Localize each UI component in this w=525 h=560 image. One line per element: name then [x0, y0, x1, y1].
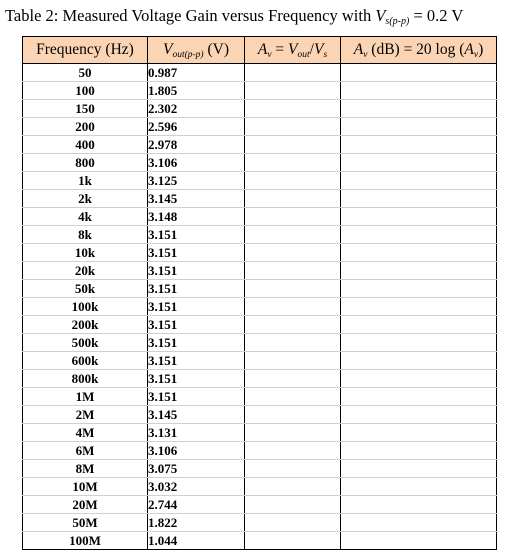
vout-cell: 3.032 — [148, 478, 245, 496]
av-cell — [245, 406, 341, 424]
frequency-cell: 200k — [23, 316, 148, 334]
vout-cell: 3.151 — [148, 226, 245, 244]
vout-cell: 3.151 — [148, 280, 245, 298]
vout-cell: 3.075 — [148, 460, 245, 478]
av-cell — [245, 100, 341, 118]
table-row — [23, 118, 497, 136]
caption-var: V — [375, 6, 386, 25]
caption-var-sub: s(p-p) — [385, 16, 410, 27]
header-av-v1-sub: out — [297, 50, 310, 60]
caption-prefix: Table 2: Measured Voltage Gain versus Frequency with — [5, 6, 376, 25]
av-db-cell — [341, 424, 497, 442]
frequency-cell: 50 — [23, 64, 148, 82]
frequency-cell: 10k — [23, 244, 148, 262]
frequency-cell: 600k — [23, 352, 148, 370]
av-db-cell — [341, 388, 497, 406]
vout-cell: 1.822 — [148, 514, 245, 532]
av-cell — [245, 226, 341, 244]
table-row — [23, 136, 497, 154]
av-db-cell — [341, 208, 497, 226]
header-avdb-sub2: v — [473, 50, 479, 60]
table-row — [23, 172, 497, 190]
frequency-cell: 100M — [23, 532, 148, 550]
av-cell — [245, 154, 341, 172]
header-av-v2-sub: s — [323, 50, 328, 60]
av-db-cell — [341, 334, 497, 352]
av-cell — [245, 370, 341, 388]
av-cell — [245, 208, 341, 226]
table-row — [23, 514, 497, 532]
av-cell — [245, 298, 341, 316]
av-db-cell — [341, 478, 497, 496]
av-db-cell — [341, 82, 497, 100]
frequency-cell: 1k — [23, 172, 148, 190]
av-cell — [245, 514, 341, 532]
frequency-cell: 4k — [23, 208, 148, 226]
frequency-cell: 500k — [23, 334, 148, 352]
frequency-cell: 800k — [23, 370, 148, 388]
vout-cell: 2.302 — [148, 100, 245, 118]
header-frequency-label: Frequency (Hz) — [36, 41, 134, 58]
header-avdb-sub: v — [363, 50, 368, 60]
frequency-cell: 400 — [23, 136, 148, 154]
av-db-cell — [341, 244, 497, 262]
av-db-cell — [341, 280, 497, 298]
vout-cell: 3.151 — [148, 262, 245, 280]
av-cell — [245, 532, 341, 550]
vout-cell: 3.151 — [148, 334, 245, 352]
av-db-cell — [341, 64, 497, 82]
vout-cell: 3.151 — [148, 244, 245, 262]
av-cell — [245, 478, 341, 496]
vout-cell: 1.044 — [148, 532, 245, 550]
frequency-cell: 10M — [23, 478, 148, 496]
av-cell — [245, 190, 341, 208]
table-row — [23, 64, 497, 82]
vout-cell: 3.151 — [148, 370, 245, 388]
frequency-cell: 1M — [23, 388, 148, 406]
header-av-db — [341, 37, 497, 64]
frequency-cell: 20M — [23, 496, 148, 514]
av-db-cell — [341, 118, 497, 136]
header-vout-unit: (V) — [203, 41, 229, 58]
av-db-cell — [341, 316, 497, 334]
av-cell — [245, 352, 341, 370]
av-cell — [245, 262, 341, 280]
vout-cell: 2.596 — [148, 118, 245, 136]
voltage-gain-table — [22, 36, 497, 550]
table-row — [23, 208, 497, 226]
header-avdb-var: A — [353, 41, 364, 58]
header-vout-var: V — [162, 41, 173, 58]
vout-cell: 0.987 — [148, 64, 245, 82]
table-row — [23, 262, 497, 280]
header-avdb-end: ) — [478, 41, 484, 58]
av-db-cell — [341, 442, 497, 460]
header-av-var: A — [257, 41, 268, 58]
frequency-cell: 8k — [23, 226, 148, 244]
av-db-cell — [341, 136, 497, 154]
av-cell — [245, 388, 341, 406]
av-db-cell — [341, 154, 497, 172]
frequency-cell: 150 — [23, 100, 148, 118]
table-row — [23, 316, 497, 334]
frequency-cell: 20k — [23, 262, 148, 280]
table-body — [23, 64, 497, 550]
vout-cell: 3.151 — [148, 388, 245, 406]
table-row — [23, 442, 497, 460]
table-row — [23, 334, 497, 352]
table-row — [23, 298, 497, 316]
table-row — [23, 352, 497, 370]
table-row — [23, 424, 497, 442]
header-av-v1: V — [288, 41, 298, 58]
av-cell — [245, 316, 341, 334]
frequency-cell: 8M — [23, 460, 148, 478]
table-row — [23, 496, 497, 514]
frequency-cell: 6M — [23, 442, 148, 460]
header-avdb-var2: A — [464, 41, 474, 58]
header-vout — [148, 37, 245, 64]
table-row — [23, 100, 497, 118]
vout-cell: 3.125 — [148, 172, 245, 190]
av-cell — [245, 280, 341, 298]
table-row — [23, 460, 497, 478]
table-row — [23, 406, 497, 424]
header-av-slash: / — [309, 41, 314, 58]
frequency-cell: 100 — [23, 82, 148, 100]
table-row — [23, 190, 497, 208]
vout-cell: 3.131 — [148, 424, 245, 442]
av-db-cell — [341, 496, 497, 514]
table-row — [23, 154, 497, 172]
table-row — [23, 478, 497, 496]
av-cell — [245, 136, 341, 154]
header-frequency — [23, 37, 148, 64]
vout-cell: 3.148 — [148, 208, 245, 226]
av-db-cell — [341, 100, 497, 118]
av-db-cell — [341, 226, 497, 244]
vout-cell: 3.151 — [148, 316, 245, 334]
header-av — [245, 37, 341, 64]
av-cell — [245, 424, 341, 442]
table-row — [23, 226, 497, 244]
av-cell — [245, 496, 341, 514]
av-db-cell — [341, 370, 497, 388]
av-cell — [245, 118, 341, 136]
vout-cell: 3.106 — [148, 154, 245, 172]
av-cell — [245, 244, 341, 262]
av-db-cell — [341, 532, 497, 550]
av-cell — [245, 82, 341, 100]
av-cell — [245, 172, 341, 190]
av-db-cell — [341, 514, 497, 532]
av-db-cell — [341, 406, 497, 424]
av-db-cell — [341, 262, 497, 280]
header-av-sub: v — [267, 50, 272, 60]
vout-cell: 2.978 — [148, 136, 245, 154]
vout-cell: 1.805 — [148, 82, 245, 100]
frequency-cell: 4M — [23, 424, 148, 442]
header-av-v2: V — [313, 41, 324, 58]
caption-suffix: = 0.2 V — [409, 6, 464, 25]
av-db-cell — [341, 352, 497, 370]
vout-cell: 3.151 — [148, 298, 245, 316]
table-caption — [5, 6, 523, 26]
frequency-cell: 50k — [23, 280, 148, 298]
frequency-cell: 800 — [23, 154, 148, 172]
header-vout-sub: out(p-p) — [172, 50, 204, 60]
table-row — [23, 370, 497, 388]
av-cell — [245, 64, 341, 82]
table-row — [23, 244, 497, 262]
av-db-cell — [341, 298, 497, 316]
vout-cell: 2.744 — [148, 496, 245, 514]
header-avdb-mid: (dB) = 20 log ( — [367, 41, 465, 58]
frequency-cell: 50M — [23, 514, 148, 532]
table-row — [23, 280, 497, 298]
frequency-cell: 200 — [23, 118, 148, 136]
frequency-cell: 100k — [23, 298, 148, 316]
vout-cell: 3.145 — [148, 406, 245, 424]
header-av-eq: = — [271, 41, 289, 58]
av-cell — [245, 460, 341, 478]
av-db-cell — [341, 460, 497, 478]
table-row — [23, 532, 497, 550]
frequency-cell: 2M — [23, 406, 148, 424]
vout-cell: 3.145 — [148, 190, 245, 208]
frequency-cell: 2k — [23, 190, 148, 208]
av-db-cell — [341, 172, 497, 190]
vout-cell: 3.151 — [148, 352, 245, 370]
table-row — [23, 82, 497, 100]
av-cell — [245, 334, 341, 352]
av-db-cell — [341, 190, 497, 208]
header-row — [23, 37, 497, 64]
av-cell — [245, 442, 341, 460]
vout-cell: 3.106 — [148, 442, 245, 460]
table-row — [23, 388, 497, 406]
